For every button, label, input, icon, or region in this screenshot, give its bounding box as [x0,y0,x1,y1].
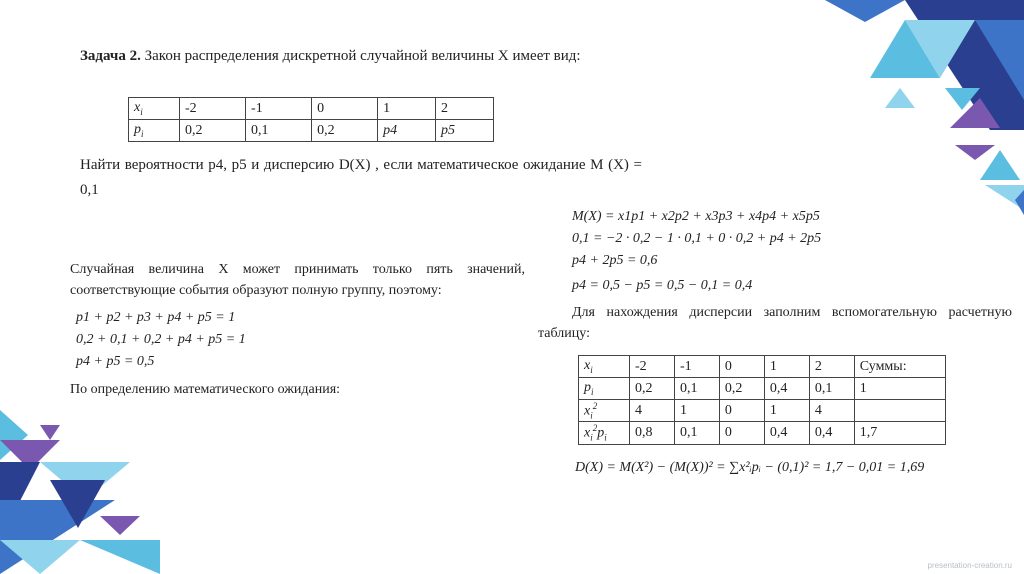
table-cell: 4 [809,400,854,422]
table-cell: 0,2 [719,378,764,400]
formula-p4-2p5: p4 + 2p5 = 0,6 [572,253,658,268]
x-value: -2 [180,98,246,120]
formula-result: p4 + p5 = 0,5 [76,354,155,369]
table-cell: 0 [719,422,764,444]
row-label-pi: $p_i$ [579,378,630,400]
task-intro: Закон распределения дискретной случайной величины X имеет вид: [144,48,581,64]
formula-p4: p4 = 0,5 − p5 = 0,5 − 0,1 = 0,4 [572,278,753,293]
row-label-xi2: $x_i^2$ [579,400,630,422]
row-label-xi: $x_i$ [579,356,630,378]
distribution-table [128,97,494,142]
formula-substitute: 0,2 + 0,1 + 0,2 + p4 + p5 = 1 [76,332,246,347]
formula-sum: p1 + p2 + p3 + p4 + p5 = 1 [76,310,236,325]
group-paragraph: Случайная величина X может принимать только пять значений, соответствующие события образуют полную группу, поэтому: [70,262,525,298]
x-value: -1 [246,98,312,120]
table-cell: 0 [719,400,764,422]
table-row [579,356,946,378]
p-value: 0,1 [246,120,312,142]
p-value: p5 [436,120,494,142]
table-cell: 0,1 [809,378,854,400]
p-value: 0,2 [180,120,246,142]
x-value: 1 [378,98,436,120]
x-value: 0 [312,98,378,120]
table-cell: 0,4 [764,378,809,400]
task-label: Задача 2. [80,48,141,64]
column-header: -2 [630,356,675,378]
table-row [579,422,946,444]
table-cell: 4 [630,400,675,422]
dispersion-text: Для нахождения дисперсии заполним вспомогательную расчетную таблицу: [538,305,1012,341]
table-cell: 0,1 [674,422,719,444]
table-cell: 1 [854,378,945,400]
row-label-x: $x_i$ [129,98,180,120]
column-header: 1 [764,356,809,378]
table-cell: 0,8 [630,422,675,444]
row-label-xi2pi: $x_i^2p_i$ [579,422,630,444]
table-cell: 1 [764,400,809,422]
table-cell: 1 [674,400,719,422]
table-row [129,98,494,120]
table-cell: 0,2 [630,378,675,400]
row-label-p: $p_i$ [129,120,180,142]
table-row [579,378,946,400]
formula-expectation-sub: 0,1 = −2 · 0,2 − 1 · 0,1 + 0 · 0,2 + p4 + 2p5 [572,231,822,246]
calculation-table [578,355,946,445]
table-cell [854,400,945,422]
column-header: 0 [719,356,764,378]
expectation-text: По определению математического ожидания: [70,382,341,397]
column-header: 2 [809,356,854,378]
task-statement [80,44,642,69]
p-value: p4 [378,120,436,142]
x-value: 2 [436,98,494,120]
table-row [579,400,946,422]
table-cell: 0,1 [674,378,719,400]
watermark: presentation-creation.ru [927,561,1012,570]
table-cell: 0,4 [764,422,809,444]
task-question: Найти вероятности p4, p5 и дисперсию D(X) , если математическое ожидание M (X) = 0,1 [80,157,642,198]
column-header: Суммы: [854,356,945,378]
table-cell: 1,7 [854,422,945,444]
column-header: -1 [674,356,719,378]
p-value: 0,2 [312,120,378,142]
table-row [129,120,494,142]
formula-expectation: M(X) = x1p1 + x2p2 + x3p3 + x4p4 + x5p5 [572,209,820,224]
formula-dispersion: D(X) = M(X²) − (M(X))² = ∑x²ᵢpᵢ − (0,1)² = 1,7 − 0,01 = 1,69 [575,460,925,475]
table-cell: 0,4 [809,422,854,444]
